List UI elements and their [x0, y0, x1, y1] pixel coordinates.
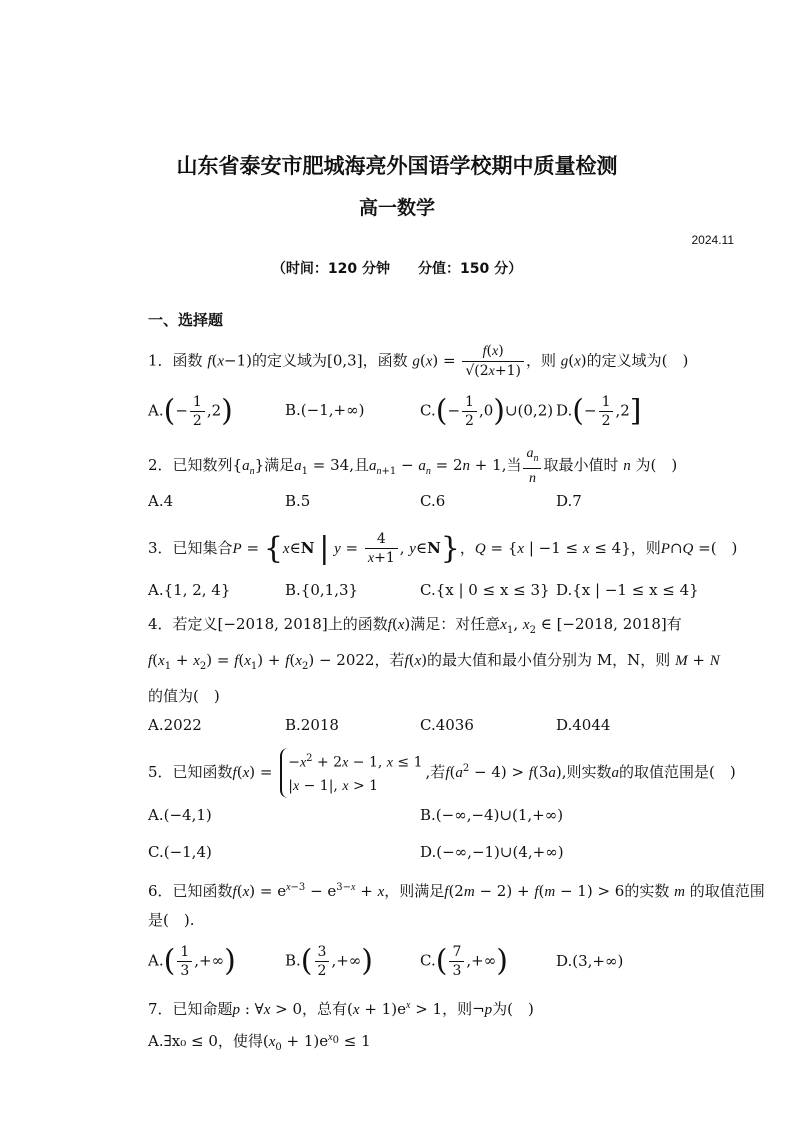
- q1-option-b[interactable]: B.(−1,+∞): [285, 401, 365, 419]
- q4-option-a[interactable]: A.2022: [148, 716, 202, 734]
- q6-option-d[interactable]: D.(3,+∞): [556, 952, 624, 970]
- fraction: $\frac{f(x)}{√(2x+1)}$: [462, 342, 524, 381]
- paper-subtitle: 高一数学: [358, 197, 435, 219]
- question-5: 5．已知函数$f(x) = -x^2 + 2x - 1$, x ≤ 1 |x − 1|, x > 1,若$f(a^2 - 4) > f(3a)$,则实数a的取值范围是( ): [148, 748, 736, 798]
- question-7: 7．已知命题p : ∀x > 0，总有$(x + 1)e^x > 1$，则¬p为( ): [148, 1000, 534, 1018]
- q5-option-a[interactable]: A.(−4,1): [148, 806, 212, 824]
- q3-option-c[interactable]: C.{x | 0 ≤ x ≤ 3}: [420, 581, 550, 599]
- question-1: 1．函数 f(x−1)的定义域为[0,3]，函数 g(x) = $\frac{f(x)}{√(2x+1)}$ ，则 g(x)的定义域为( ): [148, 343, 689, 379]
- q1-option-d[interactable]: D.(− $\frac{1}{2}$ ,2]: [556, 393, 642, 429]
- q2-option-d[interactable]: D.7: [556, 492, 582, 510]
- q5-option-b[interactable]: B.(−∞,−4)∪(1,+∞): [420, 806, 564, 824]
- q6-option-a[interactable]: A.( $\frac{1}{3}$ ,+∞): [148, 943, 236, 979]
- q7-option-a[interactable]: A.∃x₀ ≤ 0，使得$(x_0 + 1)e^{x_0} \le 1$: [148, 1032, 371, 1053]
- question-3: 3．已知集合P = {x∈N | y = $\frac{4}{x+1}$ , y∈N}，Q = {x | −1 ≤ x ≤ 4}，则P∩Q =( ): [148, 531, 738, 566]
- q4-option-d[interactable]: D.4044: [556, 716, 611, 734]
- q6-option-c[interactable]: C.( $\frac{7}{3}$ ,+∞): [420, 943, 508, 979]
- paper-title: 山东省泰安市肥城海亮外国语学校期中质量检测: [176, 154, 618, 178]
- q1-option-c[interactable]: C.(− $\frac{1}{2}$ ,0)∪(0,2): [420, 393, 554, 429]
- question-4-line-2: $f(x_1 + x_2) = f(x_1) + f(x_2) - 2022$，若f(x)的最大值和最小值分别为 M，N，则 M + N: [148, 651, 720, 672]
- q4-option-c[interactable]: C.4036: [420, 716, 474, 734]
- question-6-line-1: 6．已知函数$f(x) = e^{x-3} - e^{3-x} + x$，则满足f(2m − 2) + f(m − 1) > 6的实数 m 的取值范围: [148, 882, 765, 900]
- q2-option-b[interactable]: B.5: [285, 492, 311, 510]
- exam-score: 分值：150 分）: [418, 261, 523, 277]
- section-title: 一、选择题: [148, 311, 224, 329]
- question-6-line-2: 是( ).: [148, 911, 195, 929]
- q3-option-d[interactable]: D.{x | −1 ≤ x ≤ 4}: [556, 581, 699, 599]
- q5-option-d[interactable]: D.(−∞,−1)∪(4,+∞): [420, 843, 564, 861]
- q4-option-b[interactable]: B.2018: [285, 716, 339, 734]
- piecewise-function: $-x^2 + 2x - 1$, x ≤ 1 |x − 1|, x > 1: [280, 748, 422, 798]
- q2-option-a[interactable]: A.4: [148, 492, 174, 510]
- q5-option-c[interactable]: C.(−1,4): [148, 843, 212, 861]
- question-2: 2．已知数列$\{a_n\}$满足$a_1 = 34$,且$a_{n+1} - a_n = 2n + 1$,当 $\frac{a_n}{n}$ 取最小值时 n 为( ): [148, 446, 678, 486]
- question-4-line-3: 的值为( ): [148, 687, 220, 705]
- q6-option-b[interactable]: B.( $\frac{3}{2}$ ,+∞): [285, 943, 373, 979]
- q1-option-a[interactable]: A.(− $\frac{1}{2}$ ,2): [148, 393, 233, 429]
- exam-time: （时间：120 分钟: [271, 261, 390, 277]
- exam-date: 2024.11: [691, 233, 734, 247]
- q3-option-a[interactable]: A.{1, 2, 4}: [148, 581, 231, 599]
- question-4-line-1: 4．若定义[−2018, 2018]上的函数f(x)满足：对任意$x_1$, $x_2$ ∈ [−2018, 2018]有: [148, 615, 682, 636]
- exam-meta: [0, 258, 794, 278]
- q3-option-b[interactable]: B.{0,1,3}: [285, 581, 359, 599]
- q2-option-c[interactable]: C.6: [420, 492, 446, 510]
